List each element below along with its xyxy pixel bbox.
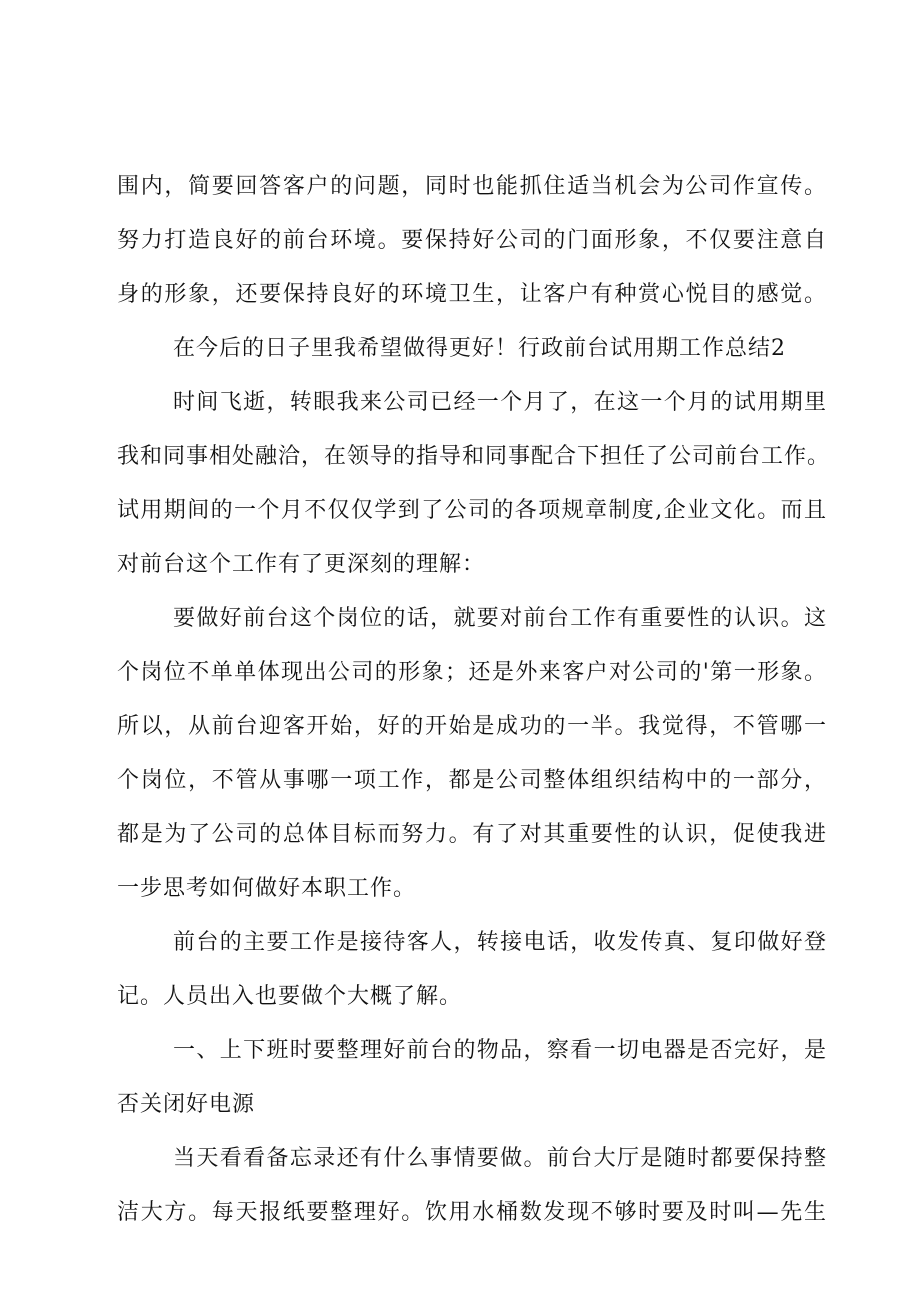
text-line: 时间飞逝，转眼我来公司已经一个月了，在这一个月的试用期里 (173, 390, 827, 415)
text-line: 个岗位，不管从事哪一项工作，都是公司整体组织结构中的一部分， (117, 768, 827, 793)
text-line: 在今后的日子里我希望做得更好！行政前台试用期工作总结2 (173, 336, 786, 361)
document-body (117, 160, 831, 1240)
text-line: 洁大方。每天报纸要整理好。饮用水桶数发现不够时要及时叫—先生 (117, 1200, 827, 1225)
text-line: 都是为了公司的总体目标而努力。有了对其重要性的认识，促使我进 (117, 822, 827, 847)
text-line: 努力打造良好的前台环境。要保持好公司的门面形象，不仅要注意自 (117, 228, 827, 253)
text-line: 记。人员出入也要做个大概了解。 (117, 984, 463, 1009)
text-line: 所以，从前台迎客开始，好的开始是成功的一半。我觉得，不管哪一 (117, 714, 827, 739)
text-line: 身的形象，还要保持良好的环境卫生，让客户有种赏心悦目的感觉。 (117, 282, 827, 307)
text-line: 一、上下班时要整理好前台的物品，察看一切电器是否完好，是 (173, 1038, 827, 1063)
text-line: 否关闭好电源 (117, 1092, 256, 1117)
text-line: 试用期间的一个月不仅仅学到了公司的各项规章制度,企业文化。而且 (117, 498, 827, 523)
text-line: 要做好前台这个岗位的话，就要对前台工作有重要性的认识。这 (173, 606, 827, 631)
text-line: 一步思考如何做好本职工作。 (117, 876, 417, 901)
text-line: 当天看看备忘录还有什么事情要做。前台大厅是随时都要保持整 (173, 1146, 827, 1171)
text-line: 对前台这个工作有了更深刻的理解： (117, 552, 486, 577)
text-line: 围内，简要回答客户的问题，同时也能抓住适当机会为公司作宣传。 (117, 174, 827, 199)
text-line: 个岗位不单单体现出公司的形象；还是外来客户对公司的'第一形象。 (117, 660, 827, 685)
text-line: 我和同事相处融洽，在领导的指导和同事配合下担任了公司前台工作。 (117, 444, 831, 469)
text-line: 前台的主要工作是接待客人，转接电话，收发传真、复印做好登 (173, 930, 827, 955)
